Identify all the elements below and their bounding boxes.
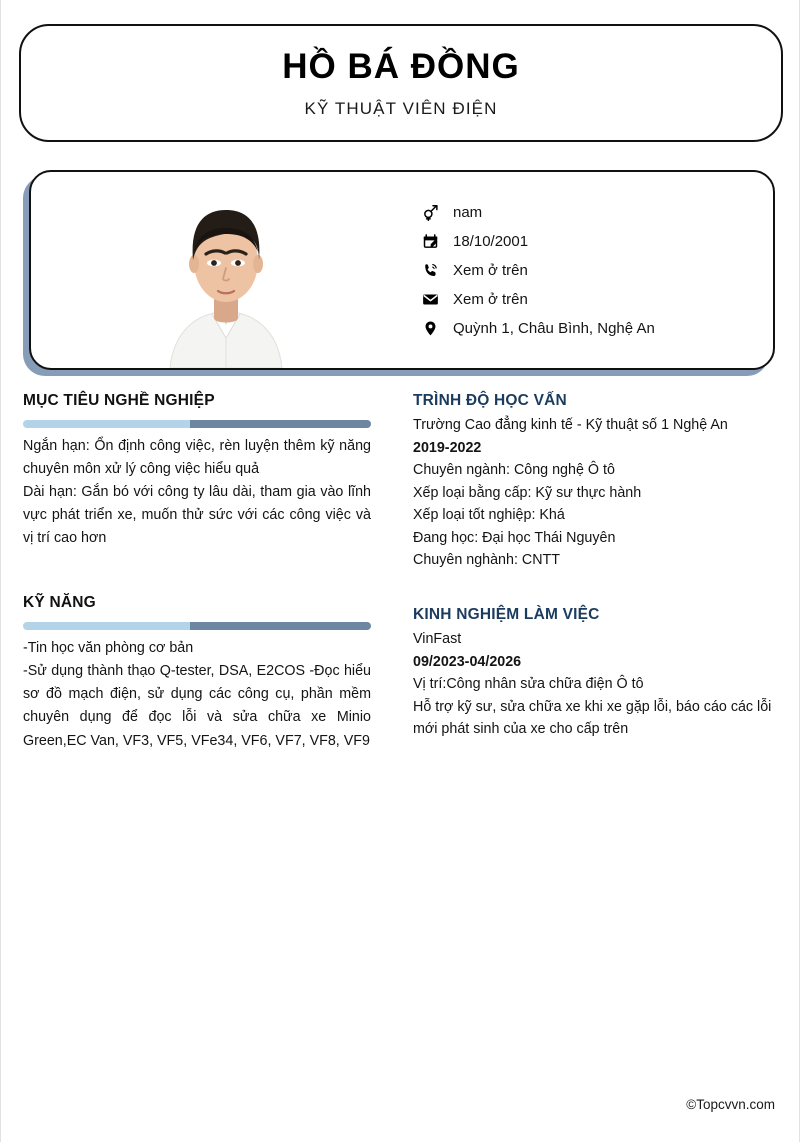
section-heading-education: TRÌNH ĐỘ HỌC VẤN [413,392,567,409]
contact-row-address [421,319,773,338]
contact-value-gender: nam [453,203,483,221]
divider-segment-dark [190,420,371,428]
education-detail: Chuyên ngành: Công nghệ Ô tô [413,462,615,479]
skills-line: -Sử dụng thành thạo Q-tester, DSA, E2COS -Đọc hiểu sơ đồ mạch điện, sử dụng các công cụ, phần mềm chuyên dụng để đọc lỗi và sửa chữa xe Minio Green,EC Van, VF3, VF5, VFe34, VF6, VF7, VF8, VF9 [23,663,371,749]
experience-period: 09/2023-04/2026 [413,653,522,670]
section-heading-skills: KỸ NĂNG [23,594,96,612]
contact-row-birthdate [421,232,773,251]
divider-segment-light [23,420,190,428]
location-icon [421,319,440,338]
education-detail: Chuyên nghành: CNTT [413,552,561,569]
section-heading-career-objective: MỤC TIÊU NGHỀ NGHIỆP [23,392,215,409]
section-skills [23,594,371,752]
contact-value-phone: Xem ở trên [453,261,528,279]
experience-detail: Hỗ trợ kỹ sư, sửa chữa xe khi xe gặp lỗi, báo cáo các lỗi mới phát sinh của xe cho cấp trên [413,698,772,738]
experience-company: VinFast [413,631,462,648]
left-column [1,392,401,753]
education-school: Trường Cao đẳng kinh tế - Kỹ thuật số 1 Nghệ An [413,417,728,433]
career-objective-body [23,435,371,551]
section-education [413,392,777,572]
education-period: 2019-2022 [413,439,482,456]
section-gap [413,572,777,606]
education-detail: Xếp loại tốt nghiệp: Khá [413,507,565,524]
experience-detail: Vị trí:Công nhân sửa chữa điện Ô tô [413,676,644,693]
contact-row-phone [421,261,773,280]
content-columns [1,392,800,753]
contact-value-birthdate: 18/10/2001 [453,232,529,250]
section-divider-career-objective [23,420,371,428]
contact-value-email: Xem ở trên [453,290,528,308]
footer-watermark: ©Topcvvn.com [686,1097,775,1112]
section-heading-experience: KINH NGHIỆM LÀM VIỆC [413,606,600,624]
contact-value-address: Quỳnh 1, Châu Bình, Nghệ An [453,319,655,337]
photo-column [31,172,421,368]
avatar [142,172,310,368]
education-detail: Đang học: Đại học Thái Nguyên [413,529,616,546]
contact-list [421,189,773,352]
skills-line: -Tin học văn phòng cơ bản [23,639,194,656]
right-column [401,392,800,753]
section-experience [413,606,777,741]
job-title: KỸ THUẬT VIÊN ĐIỆN [304,98,498,118]
section-divider-skills [23,622,371,630]
page-title: HỒ BÁ ĐỒNG [282,47,520,87]
section-career-objective [23,392,371,550]
email-icon [421,290,440,309]
contact-row-gender [421,203,773,222]
divider-segment-dark [190,622,371,630]
education-detail: Xếp loại bằng cấp: Kỹ sư thực hành [413,484,642,501]
career-objective-line: Ngắn hạn: Ổn định công việc, rèn luyện thêm kỹ năng chuyên môn xử lý công việc hiểu quả [23,437,371,477]
calendar-icon [421,232,440,251]
profile-card [29,170,775,370]
contact-row-email [421,290,773,309]
skills-body [23,637,371,753]
divider-segment-light [23,622,190,630]
phone-icon [421,261,440,280]
header-box [19,24,783,142]
section-gap [23,550,371,594]
gender-icon [421,203,440,222]
career-objective-line: Dài hạn: Gắn bó với công ty lâu dài, tham gia vào lĩnh vực phát triển xe, muốn thử sức với các công việc và vị trí cao hơn [23,483,371,547]
